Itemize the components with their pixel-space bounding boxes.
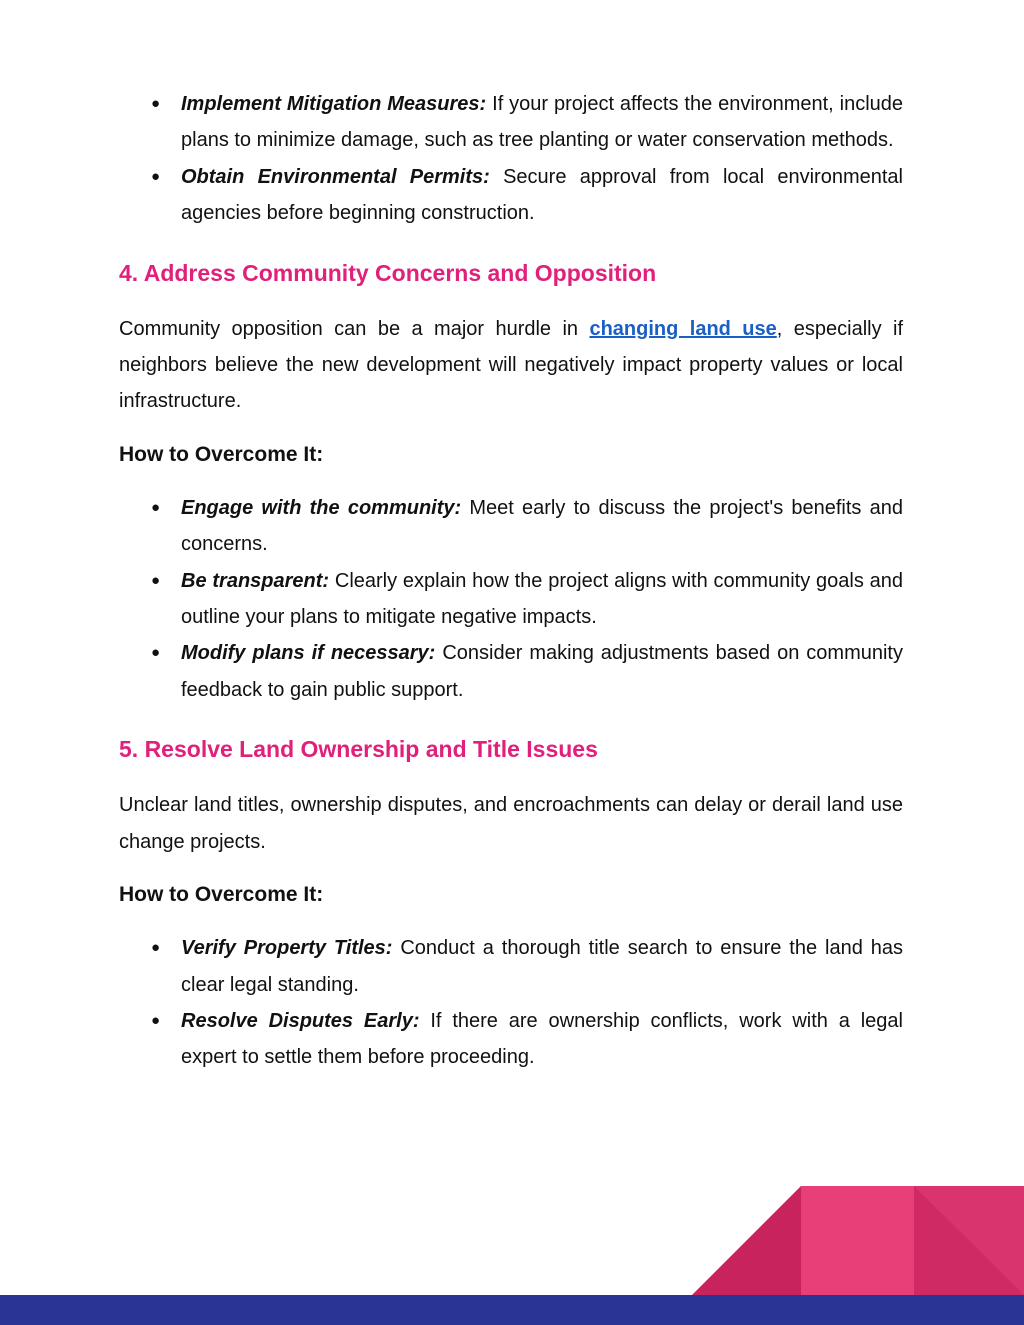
corner-triangle-dark <box>692 1186 801 1295</box>
list-item-text: If your project affects the environment, include plans to minimize damage, such as tree planting or water conservation methods. <box>181 93 904 152</box>
bullet-icon: ● <box>151 498 161 516</box>
list-item-term: Resolve Disputes Early: <box>181 1009 420 1032</box>
changing-land-use-link[interactable]: changing land use <box>589 317 777 340</box>
section-4-subheading: How to Overcome It: <box>119 442 324 466</box>
list-item-term: Engage with the community: <box>181 496 462 519</box>
bullet-icon: ● <box>151 644 161 662</box>
list-item-text: Clearly explain how the project aligns with community goals and outline your plans to mitigate negative impacts. <box>181 569 904 629</box>
corner-block-mid <box>801 1186 914 1295</box>
section-5-paragraph: Unclear land titles, ownership disputes, and encroachments can delay or derail land use change projects. <box>119 794 903 853</box>
list-item-term: Be transparent: <box>181 569 330 592</box>
list-item-term: Modify plans if necessary: <box>181 642 436 665</box>
bullet-icon: ● <box>151 167 161 185</box>
section-5-heading: 5. Resolve Land Ownership and Title Issues <box>119 736 598 763</box>
list-item-text: Secure approval from local environmental agencies before beginning construction. <box>181 165 903 225</box>
section-5-subheading: How to Overcome It: <box>119 883 324 907</box>
list-item-term: Obtain Environmental Permits: <box>181 165 490 188</box>
list-item-text: Conduct a thorough title search to ensure the land has clear legal standing. <box>181 937 903 996</box>
section-4-heading: 4. Address Community Concerns and Opposition <box>119 259 657 286</box>
list-item-term: Verify Property Titles: <box>181 937 393 960</box>
bullet-icon: ● <box>151 571 161 589</box>
paragraph-text: Community opposition can be a major hurdle in <box>119 317 590 340</box>
footer-bar <box>0 1295 1024 1325</box>
paragraph-text: , especially if neighbors believe the new development will negatively impact property values or local infrastructure. <box>119 317 903 413</box>
list-item-text: Consider making adjustments based on community feedback to gain public support. <box>181 642 903 701</box>
bullet-icon: ● <box>151 939 161 957</box>
bullet-icon: ● <box>151 95 161 112</box>
bullet-icon: ● <box>151 1011 161 1029</box>
list-item-text: If there are ownership conflicts, work with a legal expert to settle them before proceeding. <box>181 1009 903 1069</box>
list-item-text: Meet early to discuss the project's benefits and concerns. <box>181 496 903 556</box>
list-item-term: Implement Mitigation Measures: <box>181 93 487 115</box>
